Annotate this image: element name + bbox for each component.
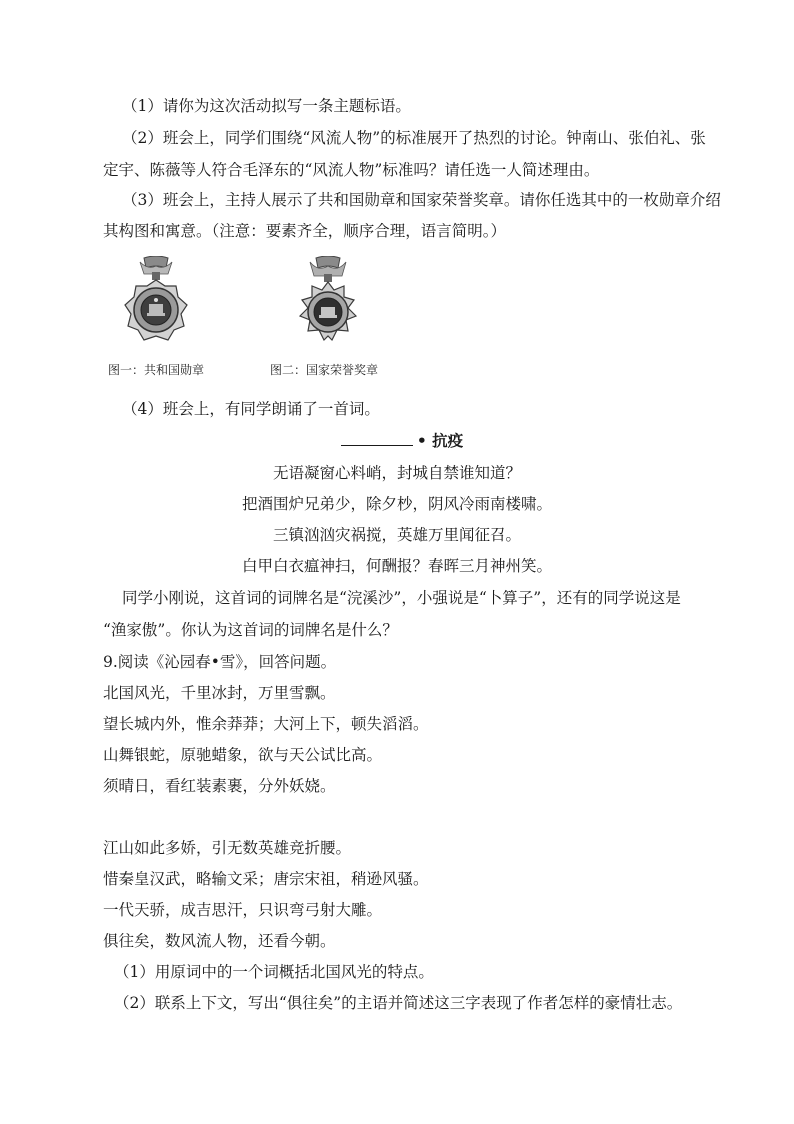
republic-medal-image xyxy=(118,256,194,356)
question-9-sub-1: （1）用原词中的一个词概括北国风光的特点。 xyxy=(114,963,434,981)
question-9-sub-2: （2）联系上下文，写出“俱往矣”的主语并简述这三字表现了作者怎样的豪情壮志。 xyxy=(114,994,683,1012)
poem-title-suffix: • 抗疫 xyxy=(416,432,464,450)
question-4: （4）班会上，有同学朗诵了一首词。 xyxy=(122,400,380,418)
stanza-1-line-1: 北国风光，千里冰封，万里雪飘。 xyxy=(103,684,336,702)
poem-title xyxy=(5,431,794,451)
poem-line-4: 白甲白衣瘟神扫，何酬报？春晖三月神州笑。 xyxy=(241,557,552,575)
medal-caption-1: 图一：共和国勋章 xyxy=(108,363,205,377)
stanza-2-line-2: 惜秦皇汉武，略输文采；唐宗宋祖，稍逊风骚。 xyxy=(103,870,429,888)
discussion-line-2: “渔家傲”。你认为这首词的词牌名是什么？ xyxy=(103,621,398,639)
question-1: （1）请你为这次活动拟写一条主题标语。 xyxy=(122,97,411,115)
title-blank xyxy=(341,431,413,446)
discussion-line-1: 同学小刚说，这首词的词牌名是“浣溪沙”，小强说是“卜算子”，还有的同学说这是 xyxy=(122,589,681,607)
stanza-2-line-1: 江山如此多娇，引无数英雄竞折腰。 xyxy=(103,839,352,857)
stanza-2-line-3: 一代天骄，成吉思汗，只识弯弓射大雕。 xyxy=(103,901,383,919)
question-3-line-2: 其构图和寓意。（注意：要素齐全，顺序合理，语言简明。） xyxy=(103,222,507,240)
national-honor-medal-image xyxy=(290,256,366,356)
stanza-1-line-2: 望长城内外，惟余莽莽；大河上下，顿失滔滔。 xyxy=(103,715,429,733)
medal-figure-2 xyxy=(290,256,366,356)
question-3-line-1: （3）班会上，主持人展示了共和国勋章和国家荣誉奖章。请你任选其中的一枚勋章介绍 xyxy=(122,191,721,209)
poem-line-2: 把酒围炉兄弟少，除夕杪，阴风冷雨南楼啸。 xyxy=(241,495,552,513)
question-9-heading: 9.阅读《沁园春•雪》，回答问题。 xyxy=(103,653,337,671)
poem-line-3: 三镇汹汹灾祸搅，英雄万里闻征召。 xyxy=(272,526,521,544)
medal-caption-2: 图二：国家荣誉奖章 xyxy=(270,363,379,377)
question-2-line-2: 定宇、陈薇等人符合毛泽东的“风流人物”标准吗？请任选一人简述理由。 xyxy=(103,161,600,179)
stanza-2-line-4: 俱往矣，数风流人物，还看今朝。 xyxy=(103,932,336,950)
question-2-line-1: （2）班会上，同学们围绕“风流人物”的标准展开了热烈的讨论。钟南山、张伯礼、张 xyxy=(122,129,706,147)
medal-figure-1 xyxy=(118,256,194,356)
stanza-1-line-4: 须晴日，看红装素裹，分外妖娆。 xyxy=(103,777,336,795)
stanza-1-line-3: 山舞银蛇，原驰蜡象，欲与天公试比高。 xyxy=(103,746,383,764)
poem-line-1: 无语凝窗心料峭，封城自禁谁知道？ xyxy=(272,464,521,482)
